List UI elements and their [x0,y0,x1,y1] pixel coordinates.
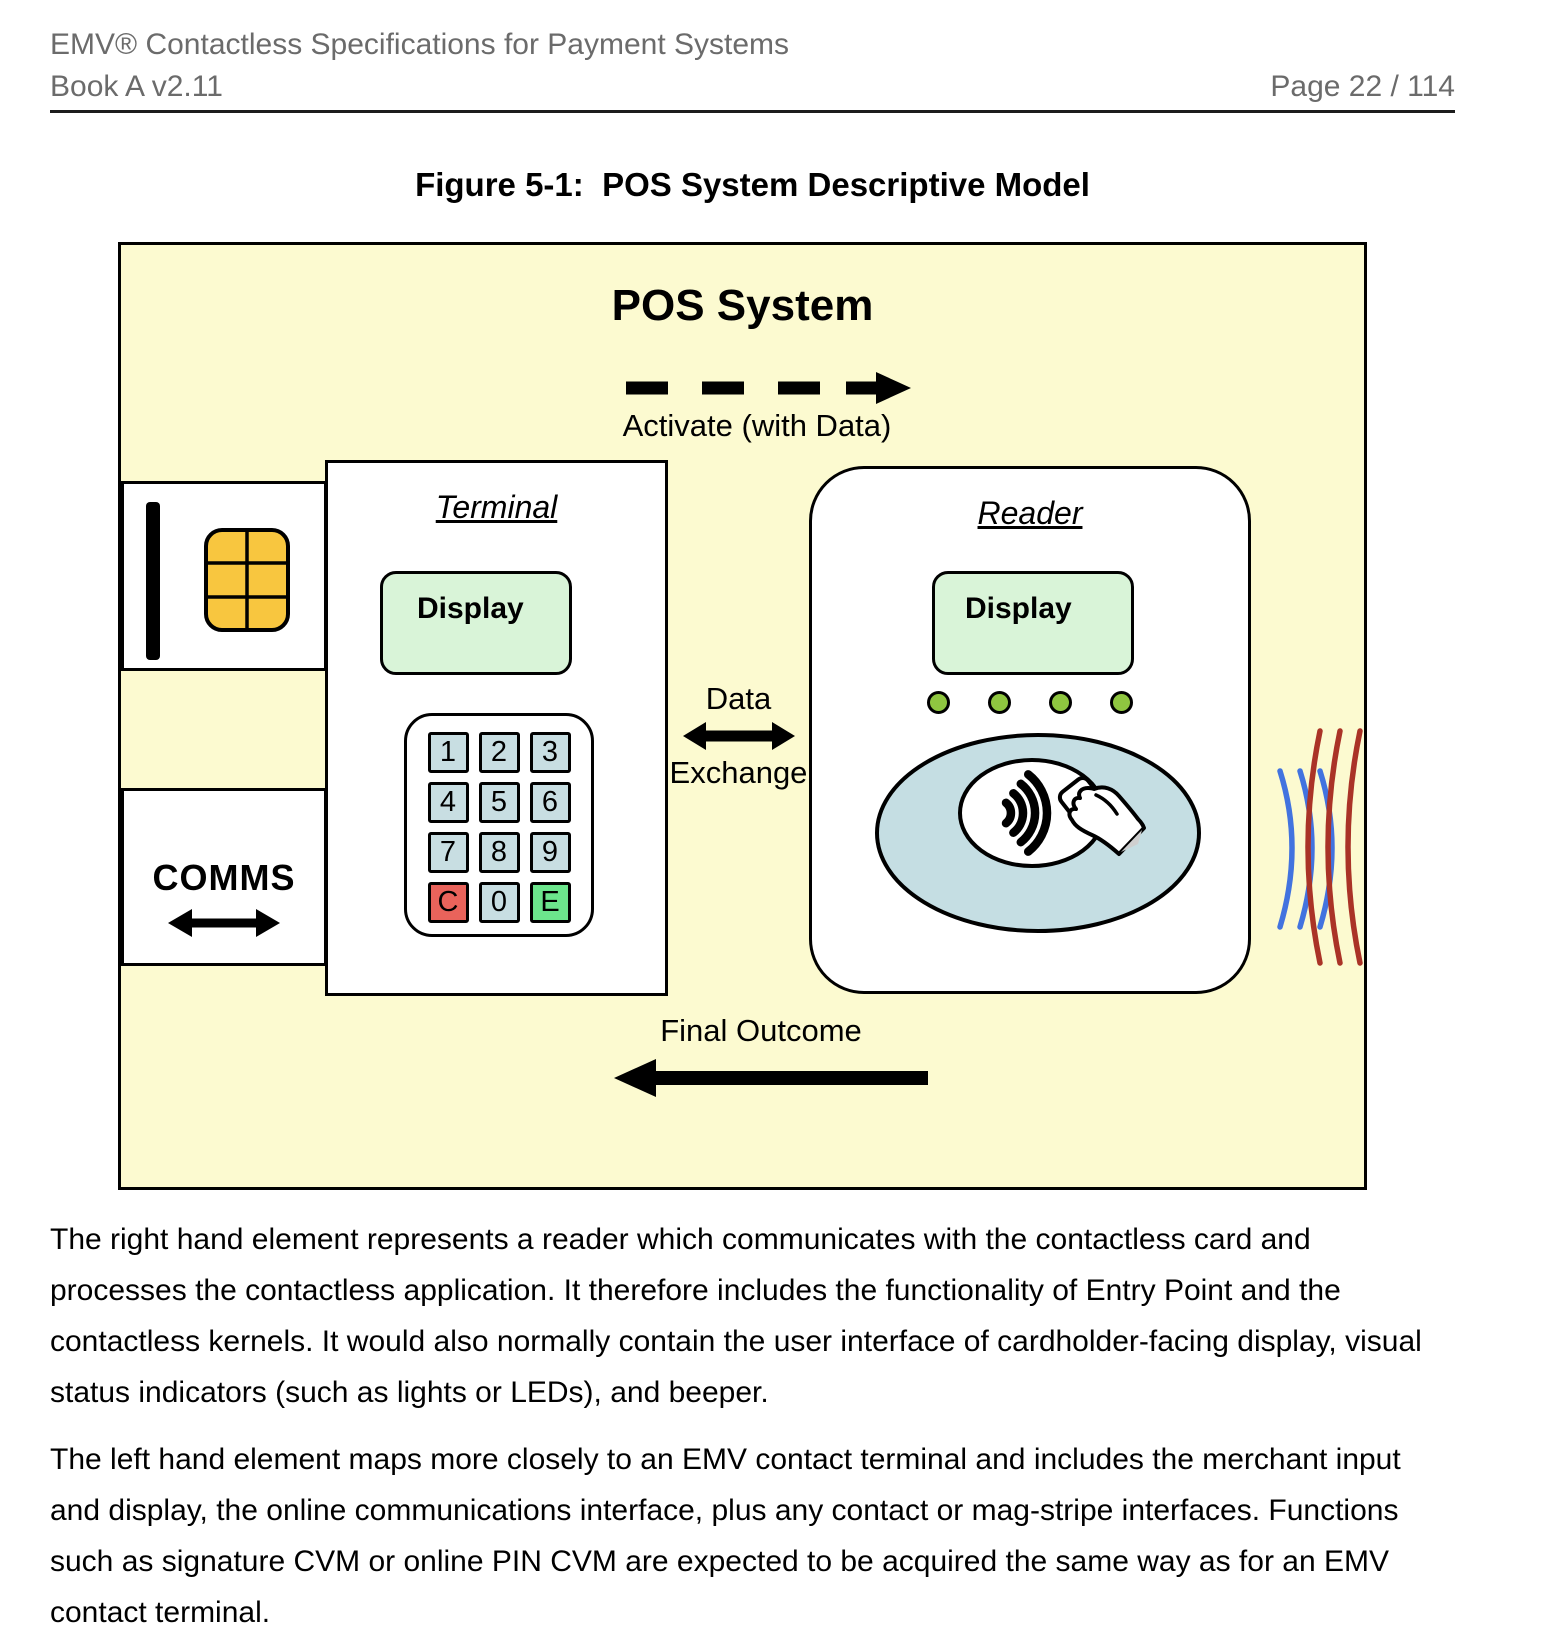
data-exchange-double-arrow-icon [680,719,798,753]
reader-title: Reader [977,495,1083,531]
paragraph: The left hand element maps more closely to an EMV contact terminal and includes the merchant input and display, the online communications interface, plus any contact or mag-stripe interfaces. Functions such as signature CVM or online PIN CVM are expected to be acquired the same way as for an EMV contact terminal. [50,1443,1401,1629]
comms-box [121,788,327,966]
keypad-key-9: 9 [530,832,571,873]
keypad-key-6: 6 [530,782,571,823]
pos-system-diagram [118,242,1367,1190]
led-indicator [1049,691,1072,714]
data-exchange-label-bottom: Exchange [669,755,808,790]
comms-double-arrow-icon [164,905,284,941]
reader-box [809,466,1251,994]
keypad-key-7: 7 [428,832,469,873]
data-exchange-label-top: Data [705,681,772,716]
doc-title: EMV® Contactless Specifications for Payment Systems [50,28,790,61]
doc-subtitle: Book A v2.11 [50,70,223,103]
keypad-key-4: 4 [428,782,469,823]
radio-waves-icon [1267,725,1363,970]
page-indicator: Page 22 / 114 [1270,70,1455,103]
paragraph: The right hand element represents a reader which communicates with the contactless card and processes the contactless application. It therefore includes the functionality of Entry Point and the contactless kernels. It would also normally contain the user interface of cardholder-facing display, visual status indicators (such as lights or LEDs), and beeper. [50,1223,1422,1409]
led-indicator [927,691,950,714]
final-outcome-arrow-icon [610,1057,933,1099]
terminal-display-label: Display [417,592,524,625]
terminal-display [380,571,572,675]
keypad-key-0: 0 [479,882,520,923]
terminal-box [325,460,668,996]
terminal-keypad [404,713,594,937]
keypad-key-1: 1 [428,732,469,773]
contactless-landing-zone [868,727,1208,939]
reader-led-row [812,691,1248,714]
keypad-key-2: 2 [479,732,520,773]
data-exchange [661,681,816,791]
final-outcome-label: Final Outcome [660,1013,862,1048]
keypad-key-enter: E [530,882,571,923]
activate-label: Activate (with Data) [622,408,892,443]
keypad-key-3: 3 [530,732,571,773]
figure-caption: Figure 5-1: POS System Descriptive Model [415,166,1090,203]
contact-card-slot [121,481,327,671]
keypad-key-8: 8 [479,832,520,873]
body-text [50,1214,1455,1638]
comms-label: COMMS [152,857,296,898]
led-indicator [1110,691,1133,714]
reader-display [932,571,1134,675]
led-indicator [988,691,1011,714]
terminal-title: Terminal [435,489,558,525]
reader-display-label: Display [965,592,1072,625]
card-slot-bar [146,502,160,660]
contact-chip-icon [204,528,290,632]
keypad-key-cancel: C [428,882,469,923]
pos-system-title: POS System [611,281,874,330]
activate-arrow-icon [618,370,913,406]
page-header [50,24,1455,113]
keypad-key-5: 5 [479,782,520,823]
header-rule [50,110,1455,113]
